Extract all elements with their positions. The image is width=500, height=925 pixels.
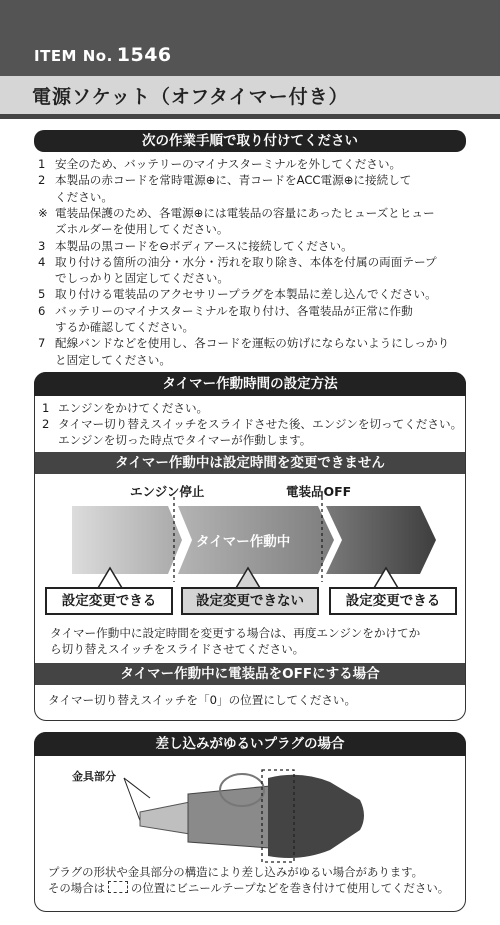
install-step-text: ズホルダーを使用してください。 [55,222,229,237]
install-step-text: するか確認してください。 [55,320,195,334]
label-engine-off: エンジン停止 [130,484,205,499]
arrow-timer-label: タイマー作動中 [196,534,291,550]
install-step-mark: 6 [38,303,46,318]
timer-step-text: タイマー切り替えスイッチをスライドさせた後、エンジンを切ってください。 [58,417,463,431]
item-number-value: 1546 [116,44,172,66]
timer-note-line: タイマー作動中に設定時間を変更する場合は、再度エンジンをかけてか [50,626,421,640]
install-step-text: と固定してください。 [55,352,171,367]
install-step-mark: ※ [38,205,48,220]
install-step-text: 本製品の赤コードを常時電源⊕に、青コードをACC電源⊕に接続して [55,173,412,188]
timer-lock-band: タイマー作動中は設定時間を変更できません [35,452,465,474]
box-changeable-before: 設定変更できる [45,587,173,615]
install-step-text: でしっかりと固定してください。 [55,271,229,286]
plug-note-line: プラグの形状や金具部分の構造により差し込みがゆるい場合があります。 [48,865,423,879]
tape-position-symbol [108,881,128,893]
install-step-mark: 3 [38,238,46,253]
timer-step-mark: 2 [42,417,50,431]
install-step-mark: 4 [38,254,46,269]
timer-off-band: タイマー作動中に電装品をOFFにする場合 [35,663,465,685]
item-prefix: ITEM No. [34,47,113,65]
timer-heading: タイマー作動時間の設定方法 [34,372,466,396]
metal-part-label: 金具部分 [72,770,116,783]
plug-body [188,786,270,848]
install-step-text: 本製品の黒コードを⊖ボディアースに接続してください。 [55,238,353,253]
timer-step-mark: 1 [42,401,50,415]
plug-heading: 差し込みがゆるいプラグの場合 [34,732,466,756]
plug-note-post: の位置にビニールテープなどを巻き付けて使用してください。 [130,881,450,895]
timer-off-note: タイマー切り替えスイッチを「0」の位置にしてください。 [48,693,357,707]
timer-step-text: エンジンを切った時点でタイマーが作動します。 [58,433,312,447]
install-step-text: 電装品保護のため、各電源⊕には電装品の容量にあったヒューズとヒュー [55,205,435,220]
install-step-mark: 2 [38,173,46,188]
install-step-mark: 5 [38,287,46,302]
install-heading: 次の作業手順で取り付けてください [34,130,466,152]
timer-step-text: エンジンをかけてください。 [58,401,209,415]
plug-note-line2 [48,880,449,896]
box-not-changeable: 設定変更できない [181,587,319,615]
install-step-text: 取り付ける箇所の油分・水分・汚れを取り除き、本体を付属の両面テープ [55,254,437,269]
plug-tip [140,802,190,834]
install-step-text: ください。 [55,189,113,204]
plug-handle [268,775,364,858]
plug-note-pre: その場合は [48,881,105,895]
install-step-mark: 1 [38,157,46,171]
install-step-text: 安全のため、バッテリーのマイナスターミナルを外してください。 [55,157,402,171]
install-step-text: 取り付ける電装品のアクセサリープラグを本製品に差し込んでください。 [55,287,437,302]
timer-note-line: ら切り替えスイッチをスライドさせてください。 [50,642,305,656]
page-title: 電源ソケット（オフタイマー付き） [32,86,349,108]
box-changeable-after: 設定変更できる [329,587,457,615]
install-step-mark: 7 [38,336,46,351]
label-device-off: 電装品OFF [286,484,352,499]
install-step-text: バッテリーのマイナスターミナルを取り付け、各電装品が正常に作動 [55,303,413,318]
install-step-text: 配線バンドなどを使用し、各コードを運転の妨げにならないようにしっかり [55,336,450,351]
